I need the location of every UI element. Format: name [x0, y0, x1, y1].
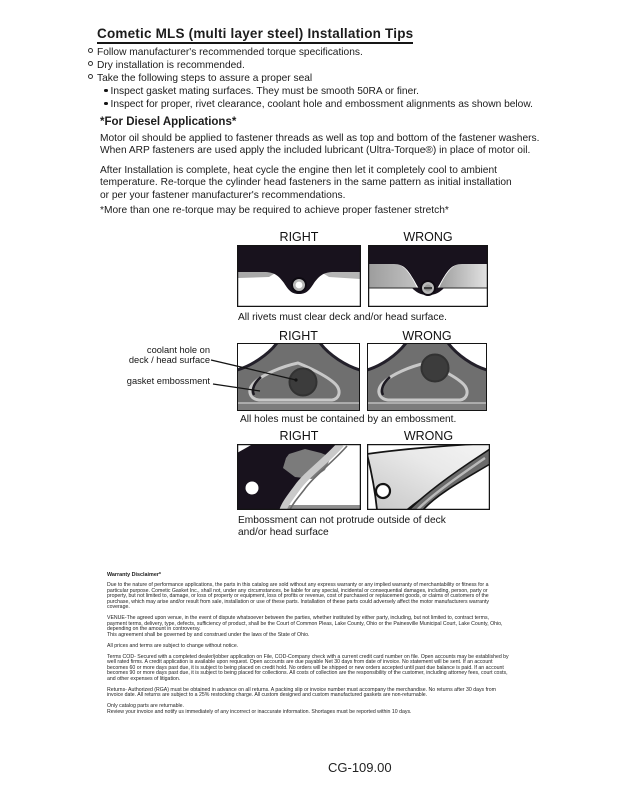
diagram2-wrong-label: WRONG [402, 329, 452, 343]
coolant-hole-right-diagram [237, 343, 360, 411]
page-code: CG-109.00 [328, 760, 392, 775]
disclaimer-paragraph: Only catalog parts are returnable. [107, 703, 184, 709]
diagram2-caption: All holes must be contained by an embossment. [240, 414, 457, 425]
embossment-wrong-diagram [367, 444, 490, 510]
caption-line: Embossment can not protrude outside of deck [238, 515, 446, 526]
main-bullet-list [88, 46, 533, 85]
disclaimer-paragraph: Review your invoice and notify us immediately of any incorrect or inaccurate information. Shortages must be reported within 10 days. [107, 708, 412, 715]
list-item-text: Inspect for proper, rivet clearance, coolant hole and embossment alignments as shown below. [110, 99, 533, 110]
callout-line: coolant hole on [146, 345, 210, 355]
page-title: Cometic MLS (multi layer steel) Installation Tips [97, 26, 413, 44]
paragraph-line: temperature. Re-torque the cylinder head fasteners in the same pattern as initial installation [100, 177, 512, 189]
diagram3-wrong-label: WRONG [403, 429, 454, 443]
diagram2-right-label: RIGHT [279, 329, 318, 343]
list-item [104, 85, 533, 98]
list-item-text: Follow manufacturer's recommended torque specifications. [97, 47, 363, 58]
diesel-paragraph-2 [100, 165, 512, 202]
warranty-disclaimer-heading: Warranty Disclaimer* [107, 572, 162, 578]
dot-bullet-icon [104, 89, 108, 93]
list-item-text: Dry installation is recommended. [97, 60, 245, 71]
list-item [88, 72, 533, 85]
coolant-hole-callout [100, 346, 210, 365]
diesel-paragraph-1 [100, 133, 539, 158]
rivet-wrong-diagram [368, 245, 488, 307]
rivet-right-diagram [237, 245, 361, 307]
disclaimer-paragraph: Returns- Authorized (RGA) must be obtained in advance on all returns. A packing slip or invoice number must accompany the merchandise. No returns after 30 days from invoice date. All returns are subject to a 25% restocking charge. All custom designed and custom manufactured gaskets are non-returnable. [107, 686, 496, 698]
paragraph-line: or per your fastener manufacturer's recommendations. [100, 189, 346, 201]
callout-line: deck / head surface [128, 354, 210, 365]
diagram1-caption: All rivets must clear deck and/or head surface. [238, 312, 447, 323]
retorque-note: *More than one re-torque may be required to achieve proper fastener stretch* [100, 205, 449, 216]
diagram1-wrong-label: WRONG [403, 230, 453, 244]
disclaimer-paragraph: This agreement shall be governed by and construed under the laws of the State of Ohio. [107, 631, 310, 638]
disclaimer-paragraph: All prices and terms are subject to change without notice. [107, 642, 239, 649]
disclaimer-paragraph: Due to the nature of performance applications, the parts in this catalog are sold without any express warranty or any implied warranty of merchantability or fitness for a particular purpose. Cometic Gasket Inc., shall not, under any circumstances, be liable for any special, incidental or consequential damages, including, person, party or property, but not limited to, damage, or loss of property or equipment, loss of profits or revenue, cost of purchased or replacement goods, or claims of customers of the purchase, which may arise and/or result from sale, installation or use of these parts. Installation of these parts could adversely affect the motor manufacturers warranty coverage. [107, 582, 489, 610]
disclaimer-paragraph: VENUE-The agreed upon venue, in the event of dispute whatsoever between the parties, whether instituted by either party, including, but not limited to, contract terms, payment terms, delivery, type, defects, sufficiency of product, shall be the Court of Common Pleas, Lake County, Ohio or the Painesville Municipal Court, Lake County, Ohio, depending on the amount in controversy. [107, 615, 503, 632]
circle-bullet-icon [88, 61, 93, 66]
installation-tips-list [88, 46, 533, 111]
coolant-hole-wrong-diagram [367, 343, 487, 411]
diesel-applications-heading: *For Diesel Applications* [100, 116, 237, 128]
diagram3-caption [238, 515, 478, 538]
list-item-text: Inspect gasket mating surfaces. They must be smooth 50RA or finer. [110, 86, 419, 97]
paragraph-line: When ARP fasteners are used apply the included lubricant (Ultra-Torque®) in place of motor oil. [100, 145, 531, 157]
diagram1-right-label: RIGHT [279, 230, 319, 244]
list-item [104, 98, 533, 111]
warranty-disclaimer-body [107, 583, 509, 715]
diagram3-right-label: RIGHT [279, 429, 319, 443]
paragraph-line: Motor oil should be applied to fastener threads as well as top and bottom of the fastener washers. [100, 133, 540, 144]
dot-bullet-icon [104, 102, 108, 106]
sub-bullet-list [88, 85, 533, 111]
list-item-text: Take the following steps to assure a proper seal [97, 73, 313, 84]
gasket-embossment-callout: gasket embossment [126, 376, 210, 386]
paragraph-line: After Installation is complete, heat cycle the engine then let it completely cool to ambient [100, 165, 497, 176]
warranty-disclaimer [107, 572, 509, 721]
circle-bullet-icon [88, 48, 93, 53]
circle-bullet-icon [88, 74, 93, 79]
list-item [88, 46, 533, 59]
list-item [88, 59, 533, 72]
embossment-right-diagram [237, 444, 361, 510]
disclaimer-paragraph: Terms COD- Secured with a completed dealer/jobber application on File, COD-Company check with a current credit card number on file. Open accounts may be established by well rated firms. A credit application is available upon request. Open accounts are due payable Net 30 days from date of invoice. No statement will be sent. If an account becomes 60 or more days past due, it is subject to being placed on credit hold. No orders will be shipped or new orders accepted until past due balance is paid. If an account becomes 90 or more days past due, it is subject to being placed for collections. All costs of collection are the responsibility of the customer, including attorney fees, court costs, and other expenses of litigation. [107, 653, 509, 682]
caption-line: and/or head surface [238, 526, 329, 538]
